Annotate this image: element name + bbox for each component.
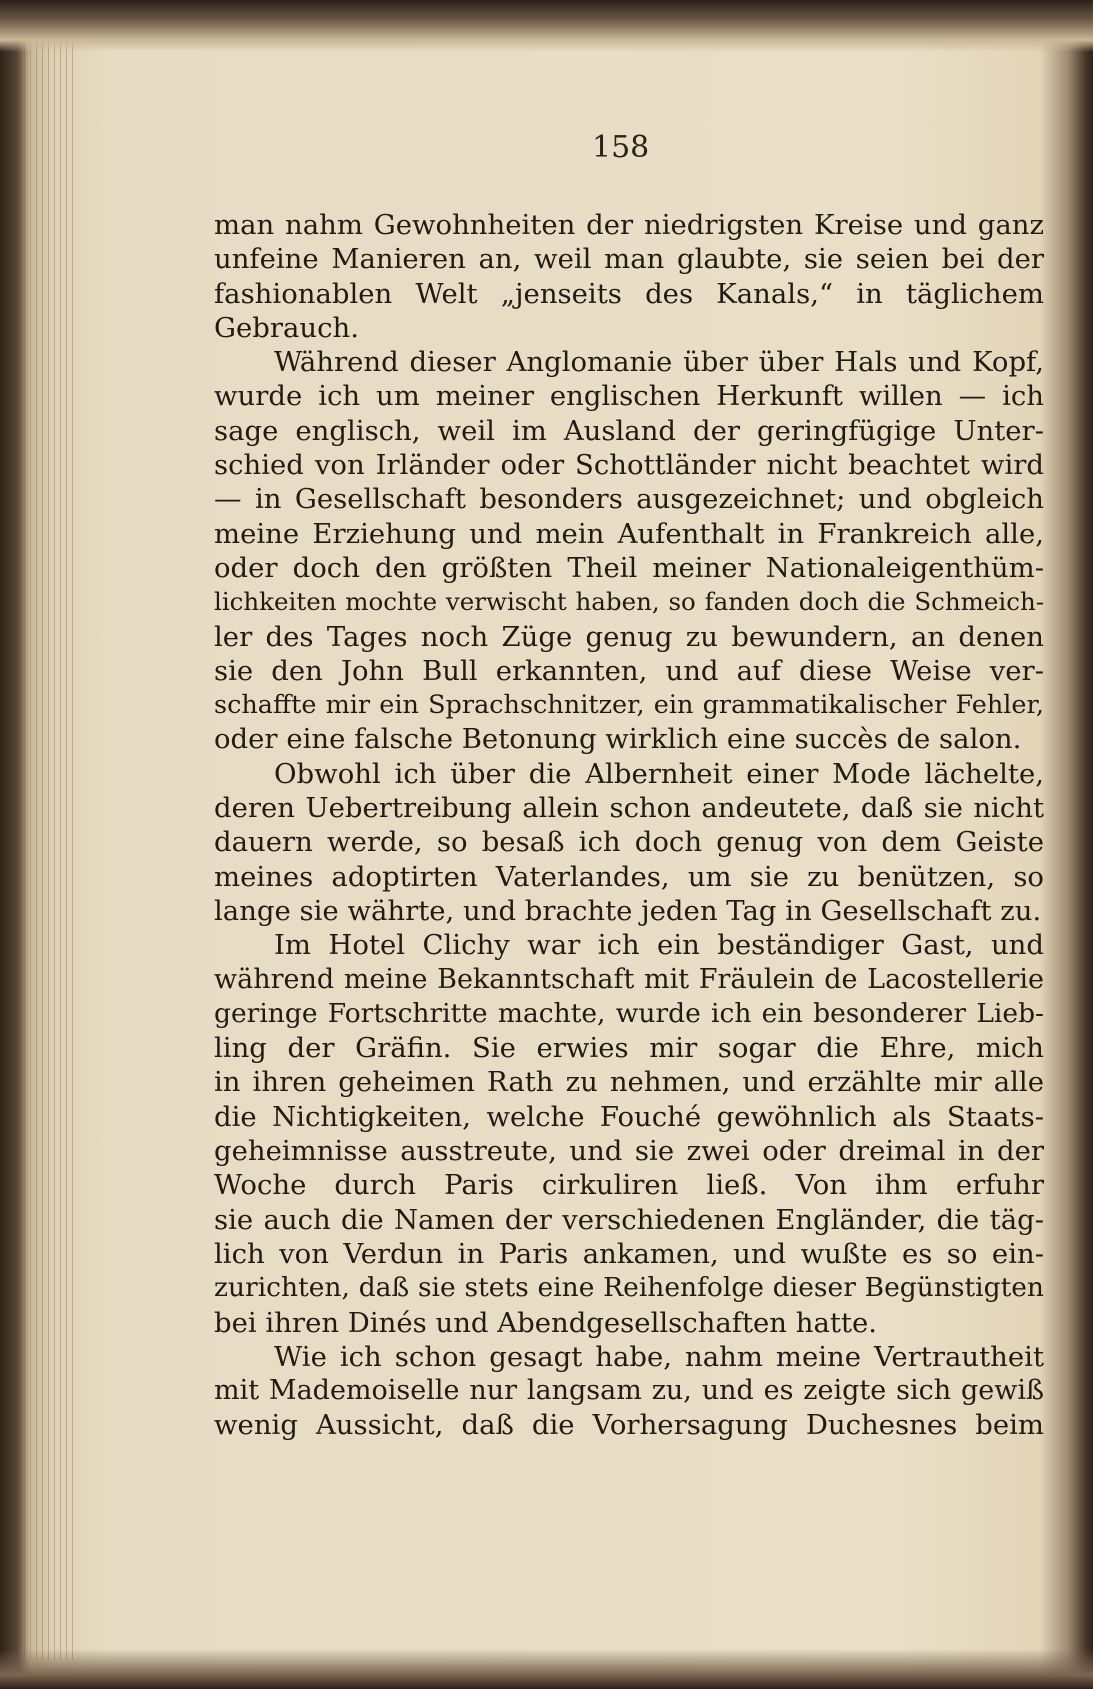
- body-text: [214, 208, 1044, 1443]
- text-line: sie den John Bull erkannten, und auf diese Weise ver-: [214, 654, 1044, 687]
- text-line: sie auch die Namen der verschiedenen Engländer, die täg-: [214, 1203, 1044, 1236]
- text-line: die Nichtigkeiten, welche Fouché gewöhnlich als Staats-: [214, 1100, 1044, 1133]
- text-line: — in Gesellschaft besonders ausgezeichnet; und obgleich: [214, 483, 1044, 516]
- page-number: 158: [592, 130, 650, 165]
- text-line: Woche durch Paris cirkuliren ließ. Von ihm erfuhr: [214, 1169, 1044, 1202]
- text-line: in ihren geheimen Rath zu nehmen, und erzählte mir alle: [214, 1066, 1044, 1099]
- text-line: lichkeiten mochte verwischt haben, so fanden doch die Schmeich-: [214, 587, 1044, 617]
- text-line: sage englisch, weil im Ausland der geringfügige Unter-: [214, 414, 1044, 447]
- bottom-shadow: [0, 1649, 1093, 1689]
- page-edges: [18, 40, 78, 1660]
- text-line: wenig Aussicht, daß die Vorhersagung Duchesnes beim: [214, 1409, 1044, 1442]
- text-line: bei ihren Dinés und Abendgesellschaften hatte.: [214, 1306, 877, 1339]
- text-line: lange sie währte, und brachte jeden Tag in Gesellschaft zu.: [214, 894, 1042, 927]
- text-line: Obwohl ich über die Albernheit einer Mode lächelte,: [274, 757, 1044, 790]
- text-line: schaffte mir ein Sprachschnitzer, ein grammatikalischer Fehler,: [214, 690, 1044, 721]
- text-line: geringe Fortschritte machte, wurde ich ein besonderer Lieb-: [214, 997, 1044, 1029]
- text-line: Gebrauch.: [214, 311, 359, 344]
- text-line: meines adoptirten Vaterlandes, um sie zu benützen, so: [214, 860, 1044, 893]
- text-line: unfeine Manieren an, weil man glaubte, sie seien bei der: [214, 243, 1044, 276]
- text-line: während meine Bekanntschaft mit Fräulein de Lacostellerie: [214, 963, 1044, 995]
- text-line: oder doch den größten Theil meiner Nationaleigenthüm-: [214, 551, 1044, 584]
- text-line: fashionablen Welt „jenseits des Kanals,“ in täglichem: [214, 277, 1044, 310]
- text-line: wurde ich um meiner englischen Herkunft willen — ich: [214, 380, 1044, 413]
- text-line: schied von Irländer oder Schottländer nicht beachtet wird: [214, 449, 1044, 482]
- text-line: Im Hotel Clichy war ich ein beständiger Gast, und: [274, 929, 1044, 962]
- top-shadow: [0, 0, 1093, 52]
- text-line: geheimnisse ausstreute, und sie zwei oder dreimal in der: [214, 1135, 1044, 1168]
- text-line: deren Uebertreibung allein schon andeutete, daß sie nicht: [214, 792, 1044, 825]
- text-line: ler des Tages noch Züge genug zu bewundern, an denen: [214, 620, 1044, 653]
- text-line: meine Erziehung und mein Aufenthalt in Frankreich alle,: [214, 517, 1044, 550]
- text-line: lich von Verdun in Paris ankamen, und wußte es so ein-: [214, 1237, 1044, 1270]
- text-line: Wie ich schon gesagt habe, nahm meine Vertrautheit: [274, 1340, 1044, 1373]
- text-line: zurichten, daß sie stets eine Reihenfolge dieser Begünstigten: [214, 1272, 1044, 1304]
- text-line: ling der Gräfin. Sie erwies mir sogar die Ehre, mich: [214, 1032, 1044, 1065]
- text-line: dauern werde, so besaß ich doch genug von dem Geiste: [214, 826, 1044, 859]
- text-line: mit Mademoiselle nur langsam zu, und es zeigte sich gewiß: [214, 1375, 1044, 1407]
- text-line: oder eine falsche Betonung wirklich eine succès de salon.: [214, 723, 1022, 756]
- text-line: man nahm Gewohnheiten der niedrigsten Kreise und ganz: [214, 209, 1044, 241]
- text-line: Während dieser Anglomanie über über Hals und Kopf,: [274, 346, 1044, 379]
